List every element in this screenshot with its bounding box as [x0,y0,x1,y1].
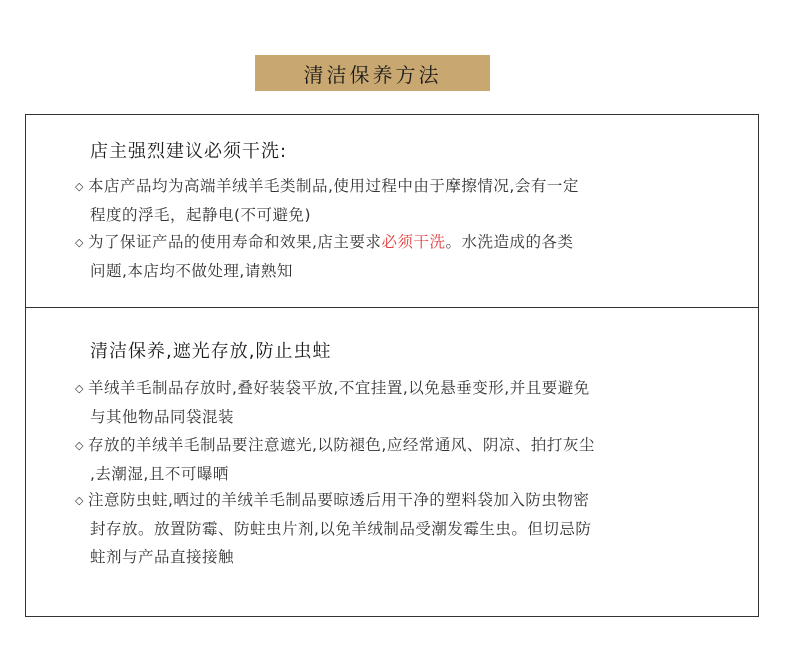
page-title: 清洁保养方法 [255,55,490,91]
diamond-bullet-icon: ◇ [75,236,84,249]
diamond-bullet-icon: ◇ [75,382,84,395]
diamond-bullet-icon: ◇ [75,439,84,452]
list-item: ◇ 羊绒羊毛制品存放时,叠好装袋平放,不宜挂置,以免悬垂变形,并且要避免 与其他物品同袋混装 [75,374,755,431]
list-item: ◇ 为了保证产品的使用寿命和效果,店主要求必须干洗。水洗造成的各类 问题,本店均不做处理,请熟知 [75,228,755,285]
list-item: ◇ 注意防虫蛀,晒过的羊绒羊毛制品要晾透后用干净的塑料袋加入防虫物密 封存放。放置防霉、防蛀虫片剂,以免羊绒制品受潮发霉生虫。但切忌防 蛀剂与产品直接接触 [75,486,755,571]
diamond-bullet-icon: ◇ [75,494,84,507]
highlight-text: 必须干洗 [381,233,446,251]
section-heading: 店主强烈建议必须干洗: [90,141,288,162]
list-item: ◇ 存放的羊绒羊毛制品要注意遮光,以防褪色,应经常通风、阴凉、拍打灰尘 ,去潮湿,且不可曝晒 [75,431,755,488]
list-item: ◇ 本店产品均为高端羊绒羊毛类制品,使用过程中由于摩擦情况,会有一定 程度的浮毛，起静电(不可避免) [75,172,755,229]
storage-section [25,307,759,617]
diamond-bullet-icon: ◇ [75,180,84,193]
section-heading: 清洁保养,遮光存放,防止虫蛀 [90,341,332,362]
dry-clean-section [25,114,759,308]
